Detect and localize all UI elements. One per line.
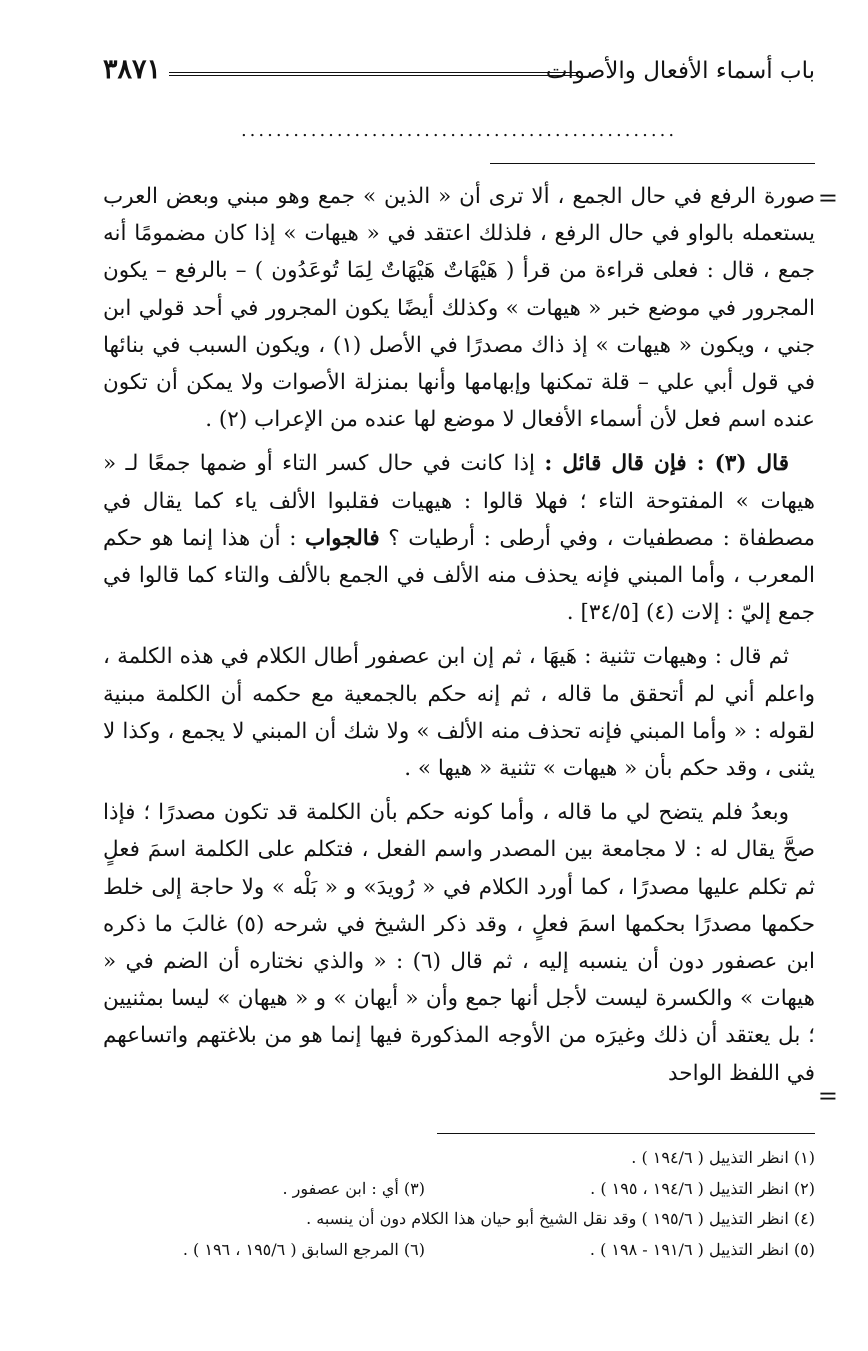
main-text: [103, 178, 815, 1092]
footnote-line-3: [103, 1204, 815, 1235]
paragraph-4: وبعدُ فلم يتضح لي ما قاله ، وأما كونه حكم بأن الكلمة قد تكون مصدرًا ؛ فإذا صحَّ يقال له : لا مجامعة بين المصدر واسم الفعل ، فتكلم على الكلمة اسمَ فعلٍ ثم تكلم عليها مصدرًا ، كما أورد الكلام في « رُويدَ» و « بَلْه » ولا حاجة إلى خلط حكمها مصدرًا بحكمها اسمَ فعلٍ ، وقد ذكر الشيخ في شرحه (٥) غالبَ ما ذكره ابن عصفور دون أن ينسبه إليه ، ثم قال (٦) : « والذي نختاره أن الضم في « هيهات » والكسرة ليست لأجل أنها جمع وأن « أيهان » و « هيهان » ليسا بمثنيين ؛ بل يعتقد أن ذلك وغيرَه من الأوجه المذكورة فيها إنما هو من بلاغتهم واتساعهم في اللفظ الواحد: [103, 800, 816, 1086]
footnote-rule: [437, 1133, 815, 1134]
footnotes: [103, 1143, 815, 1265]
paragraph-1: صورة الرفع في حال الجمع ، ألا ترى أن « الذين » جمع وهو مبني وبعض العرب يستعمله بالواو في حال الرفع ، فلذلك اعتقد في « هيهات » إذا كان مضمومًا أنه جمع ، قال : فعلى قراءة من قرأ ( هَيْهَاتٌ هَيْهَاتٌ لِمَا تُوعَدُون ) – بالرفع – يكون المجرور في موضع خبر « هيهات » وكذلك أيضًا يكون المجرور في أحد قولي ابن جني ، ويكون « هيهات » إذ ذاك مصدرًا في الأصل (١) ، ويكون السبب في بنائها في قول أبي علي – قلة تمكنها وإبهامها وأنها بمنزلة الأصوات ولا يمكن أن تكون عنده اسم فعل لأن أسماء الأفعال لا موضع لها عنده من الإعراب (٢) .: [103, 184, 815, 433]
paragraph-2-lead: قال (٣) : فإن قال قائل :: [544, 451, 790, 477]
page-number: ٣٨٧١: [103, 54, 162, 85]
footnote-3: (٣) أي : ابن عصفور .: [282, 1178, 425, 1198]
header-rule: [169, 72, 579, 76]
paragraph-2-answer: فالجواب: [305, 525, 380, 551]
footnote-6: (٦) المرجع السابق ( ١٩٥/٦ ، ١٩٦ ) .: [182, 1239, 425, 1259]
dotted-separator: ..................................................: [240, 120, 678, 141]
paragraph-3: ثم قال : وهيهات تثنية : هَيهَا ، ثم إن ابن عصفور أطال الكلام في هذه الكلمة ، واعلم أني لم أتحقق ما قاله ، ثم إنه حكم بالجمعية مع حكمه أن الكلمة مبنية لقوله : « وأما المبني فإنه تحذف منه الألف » ولا شك أن المبني لا يجمع ، وكذا لا يثنى ، وقد حكم بأن « هيهات » تثنية « هيها » .: [103, 644, 815, 782]
running-title: باب أسماء الأفعال والأصوات: [545, 58, 815, 84]
section-rule: [490, 163, 815, 164]
footnote-line-4: [103, 1235, 815, 1266]
footnote-line-2: [103, 1174, 815, 1205]
footnote-5: (٥) انظر التذييل ( ١٩١/٦ - ١٩٨ ) .: [589, 1239, 815, 1259]
paragraph-2-text-a: إذا كانت في حال كسر التاء أو ضمها جمعًا لـ « هيهات » المفتوحة التاء ؛ فهلا قالوا : هيهيات فقلبوا الألف ياء كما يقال في مصطفاة : مصطفيات ، وفي أرطى : أرطيات ؟: [103, 451, 815, 551]
footnote-line-1: [103, 1143, 815, 1174]
page-header: [103, 56, 815, 94]
continuation-mark-top: =: [817, 184, 838, 212]
paragraph-2-text-b: : أن هذا إنما هو حكم المعرب ، وأما المبني فإنه يحذف منه الألف في الجمع بالألف والتاء كما قالوا في جمع إليّ : إلات (٤) [٣٤/٥] .: [103, 525, 815, 626]
footnote-4: (٤) انظر التذييل ( ١٩٥/٦ ) وقد نقل الشيخ أبو حيان هذا الكلام دون أن ينسبه .: [306, 1209, 815, 1228]
footnote-2: (٢) انظر التذييل ( ١٩٤/٦ ، ١٩٥ ) .: [590, 1178, 815, 1198]
footnote-1: (١) انظر التذييل ( ١٩٤/٦ ) .: [631, 1148, 815, 1167]
paragraph-2: [103, 445, 815, 631]
continuation-mark-bottom: =: [817, 1082, 838, 1110]
